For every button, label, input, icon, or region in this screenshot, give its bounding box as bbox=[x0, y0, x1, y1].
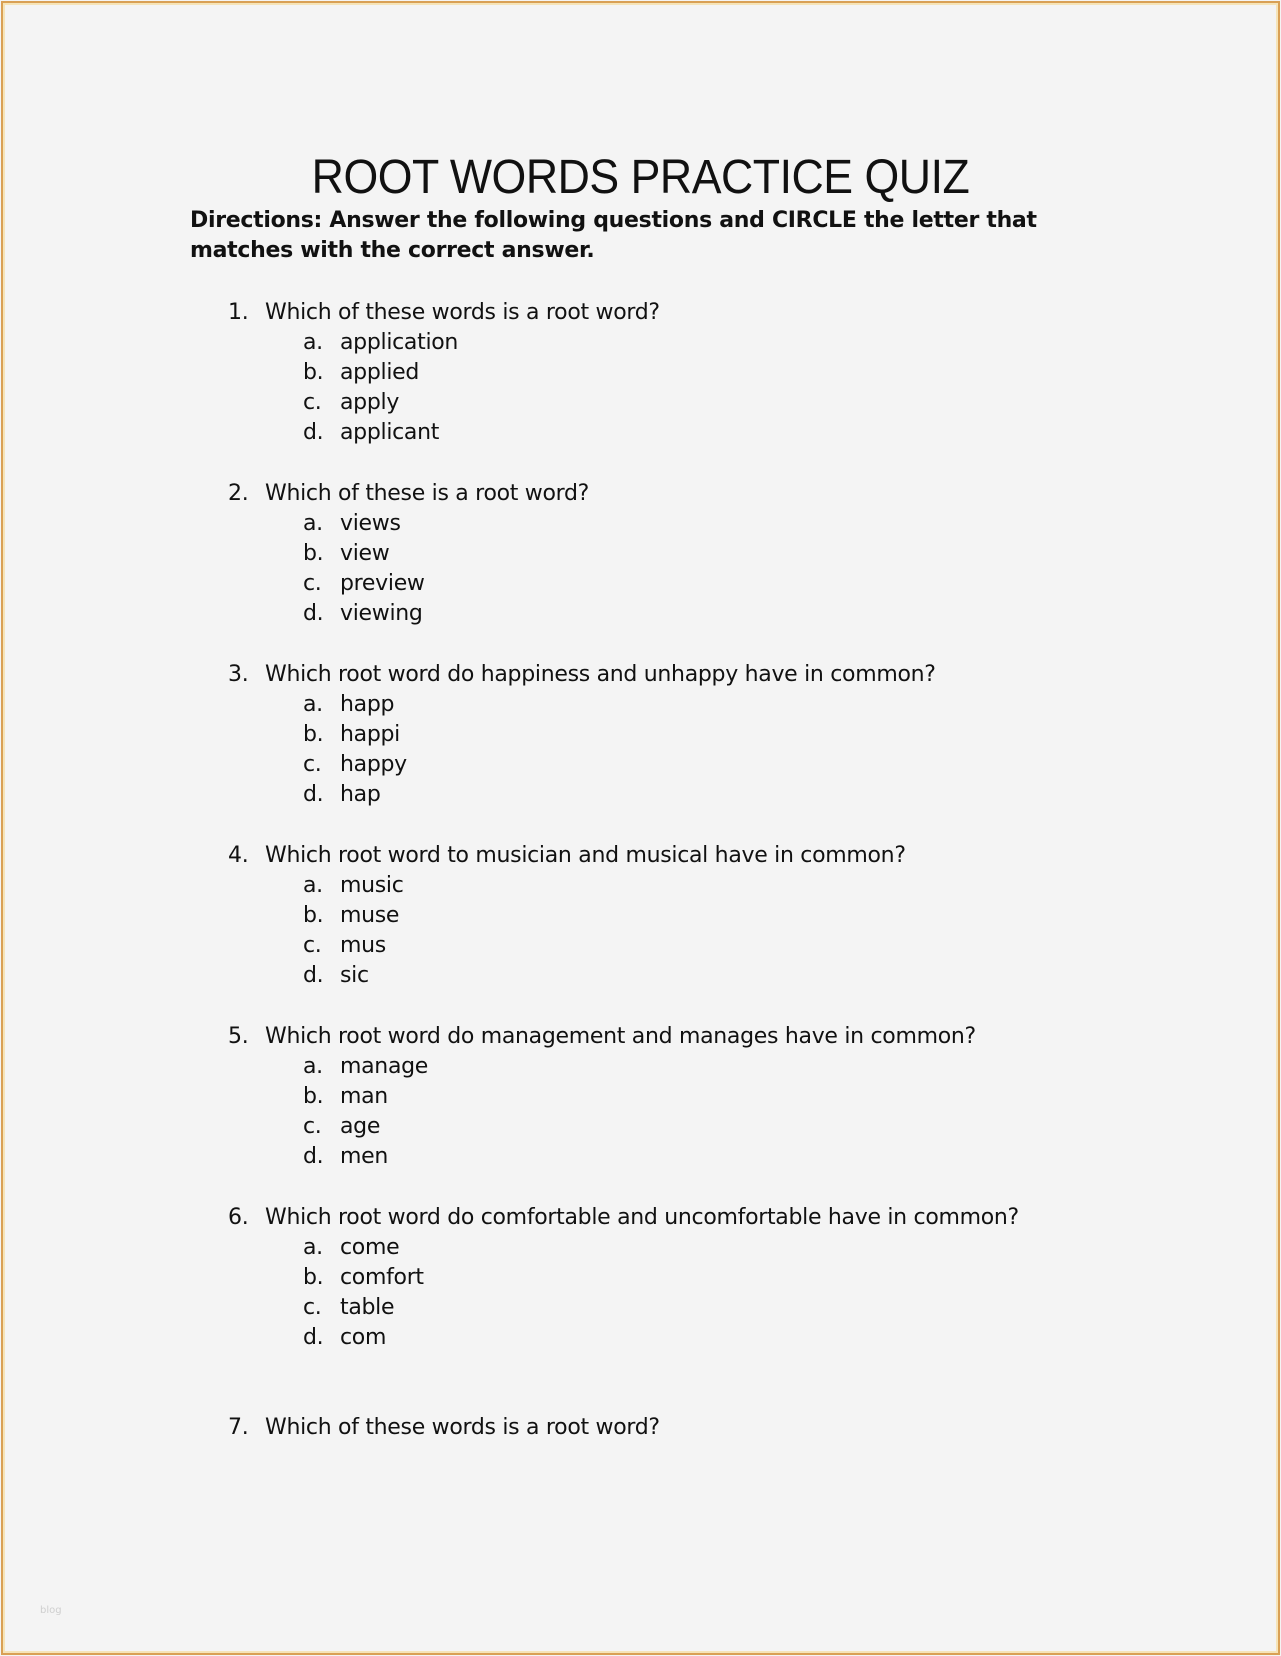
option-text: com bbox=[340, 1325, 387, 1350]
question-number: 7. bbox=[228, 1415, 249, 1440]
option-text: men bbox=[340, 1144, 389, 1169]
question-3 bbox=[228, 660, 1128, 810]
question-number: 4. bbox=[228, 843, 249, 868]
answer-option[interactable] bbox=[228, 599, 1128, 629]
answer-option[interactable] bbox=[228, 961, 1128, 991]
option-text: application bbox=[340, 330, 459, 355]
option-letter[interactable]: a. bbox=[303, 1235, 323, 1260]
question-line bbox=[228, 660, 1128, 690]
option-letter[interactable]: b. bbox=[303, 1084, 324, 1109]
question-line bbox=[228, 1203, 1128, 1233]
option-letter[interactable]: d. bbox=[303, 420, 324, 445]
answer-option[interactable] bbox=[228, 720, 1128, 750]
answer-option[interactable] bbox=[228, 690, 1128, 720]
option-letter[interactable]: b. bbox=[303, 903, 324, 928]
answer-option[interactable] bbox=[228, 388, 1128, 418]
option-text: sic bbox=[340, 963, 369, 988]
question-line bbox=[228, 479, 1128, 509]
option-text: happ bbox=[340, 692, 395, 717]
question-number: 2. bbox=[228, 481, 249, 506]
option-letter[interactable]: d. bbox=[303, 1144, 324, 1169]
question-1 bbox=[228, 298, 1128, 448]
option-text: age bbox=[340, 1114, 381, 1139]
option-text: applied bbox=[340, 360, 420, 385]
question-line bbox=[228, 1413, 1128, 1443]
option-letter[interactable]: a. bbox=[303, 692, 323, 717]
answer-option[interactable] bbox=[228, 1263, 1128, 1293]
question-number: 5. bbox=[228, 1024, 249, 1049]
answer-option[interactable] bbox=[228, 328, 1128, 358]
option-letter[interactable]: c. bbox=[303, 1114, 322, 1139]
question-7 bbox=[228, 1413, 1128, 1443]
option-text: muse bbox=[340, 903, 400, 928]
answer-option[interactable] bbox=[228, 1142, 1128, 1172]
option-letter[interactable]: d. bbox=[303, 782, 324, 807]
option-letter[interactable]: d. bbox=[303, 963, 324, 988]
directions: Directions: Answer the following questions and CIRCLE the letter that matches with the correct answer. bbox=[190, 208, 1037, 263]
option-text: comfort bbox=[340, 1265, 424, 1290]
answer-option[interactable] bbox=[228, 1233, 1128, 1263]
answer-option[interactable] bbox=[228, 1112, 1128, 1142]
question-text: Which root word to musician and musical have in common? bbox=[265, 843, 906, 868]
answer-option[interactable] bbox=[228, 780, 1128, 810]
question-number: 6. bbox=[228, 1205, 249, 1230]
option-letter[interactable]: c. bbox=[303, 390, 322, 415]
option-letter[interactable]: d. bbox=[303, 1325, 324, 1350]
option-letter[interactable]: c. bbox=[303, 1295, 322, 1320]
option-letter[interactable]: b. bbox=[303, 722, 324, 747]
option-text: manage bbox=[340, 1054, 429, 1079]
answer-option[interactable] bbox=[228, 418, 1128, 448]
answer-option[interactable] bbox=[228, 1082, 1128, 1112]
option-letter[interactable]: b. bbox=[303, 541, 324, 566]
question-line bbox=[228, 1022, 1128, 1052]
option-text: music bbox=[340, 873, 404, 898]
option-text: views bbox=[340, 511, 401, 536]
question-6 bbox=[228, 1203, 1128, 1353]
option-text: applicant bbox=[340, 420, 440, 445]
question-text: Which root word do happiness and unhappy have in common? bbox=[265, 662, 936, 687]
answer-option[interactable] bbox=[228, 1323, 1128, 1353]
answer-option[interactable] bbox=[228, 1293, 1128, 1323]
option-text: view bbox=[340, 541, 390, 566]
option-text: come bbox=[340, 1235, 400, 1260]
page-title: ROOT WORDS PRACTICE QUIZ bbox=[311, 151, 970, 204]
question-5 bbox=[228, 1022, 1128, 1172]
option-letter[interactable]: a. bbox=[303, 511, 323, 536]
answer-option[interactable] bbox=[228, 871, 1128, 901]
question-text: Which root word do management and manages have in common? bbox=[265, 1024, 976, 1049]
option-text: preview bbox=[340, 571, 425, 596]
answer-option[interactable] bbox=[228, 539, 1128, 569]
question-number: 1. bbox=[228, 300, 249, 325]
question-text: Which of these words is a root word? bbox=[265, 300, 660, 325]
answer-option[interactable] bbox=[228, 931, 1128, 961]
option-text: man bbox=[340, 1084, 388, 1109]
option-text: mus bbox=[340, 933, 386, 958]
question-text: Which root word do comfortable and uncomfortable have in common? bbox=[265, 1205, 1019, 1230]
question-text: Which of these words is a root word? bbox=[265, 1415, 660, 1440]
option-text: happy bbox=[340, 752, 407, 777]
answer-option[interactable] bbox=[228, 509, 1128, 539]
question-line bbox=[228, 298, 1128, 328]
option-text: table bbox=[340, 1295, 395, 1320]
option-letter[interactable]: b. bbox=[303, 360, 324, 385]
answer-option[interactable] bbox=[228, 750, 1128, 780]
watermark: blog bbox=[40, 1605, 62, 1616]
question-2 bbox=[228, 479, 1128, 629]
option-letter[interactable]: b. bbox=[303, 1265, 324, 1290]
option-letter[interactable]: c. bbox=[303, 571, 322, 596]
option-letter[interactable]: a. bbox=[303, 873, 323, 898]
answer-option[interactable] bbox=[228, 1052, 1128, 1082]
option-text: hap bbox=[340, 782, 381, 807]
option-text: viewing bbox=[340, 601, 423, 626]
option-letter[interactable]: c. bbox=[303, 933, 322, 958]
answer-option[interactable] bbox=[228, 358, 1128, 388]
option-letter[interactable]: d. bbox=[303, 601, 324, 626]
question-number: 3. bbox=[228, 662, 249, 687]
answer-option[interactable] bbox=[228, 901, 1128, 931]
option-text: happi bbox=[340, 722, 400, 747]
option-letter[interactable]: a. bbox=[303, 330, 323, 355]
question-text: Which of these is a root word? bbox=[265, 481, 590, 506]
answer-option[interactable] bbox=[228, 569, 1128, 599]
option-text: apply bbox=[340, 390, 400, 415]
question-line bbox=[228, 841, 1128, 871]
question-list bbox=[228, 298, 1128, 1474]
option-letter[interactable]: c. bbox=[303, 752, 322, 777]
option-letter[interactable]: a. bbox=[303, 1054, 323, 1079]
question-4 bbox=[228, 841, 1128, 991]
